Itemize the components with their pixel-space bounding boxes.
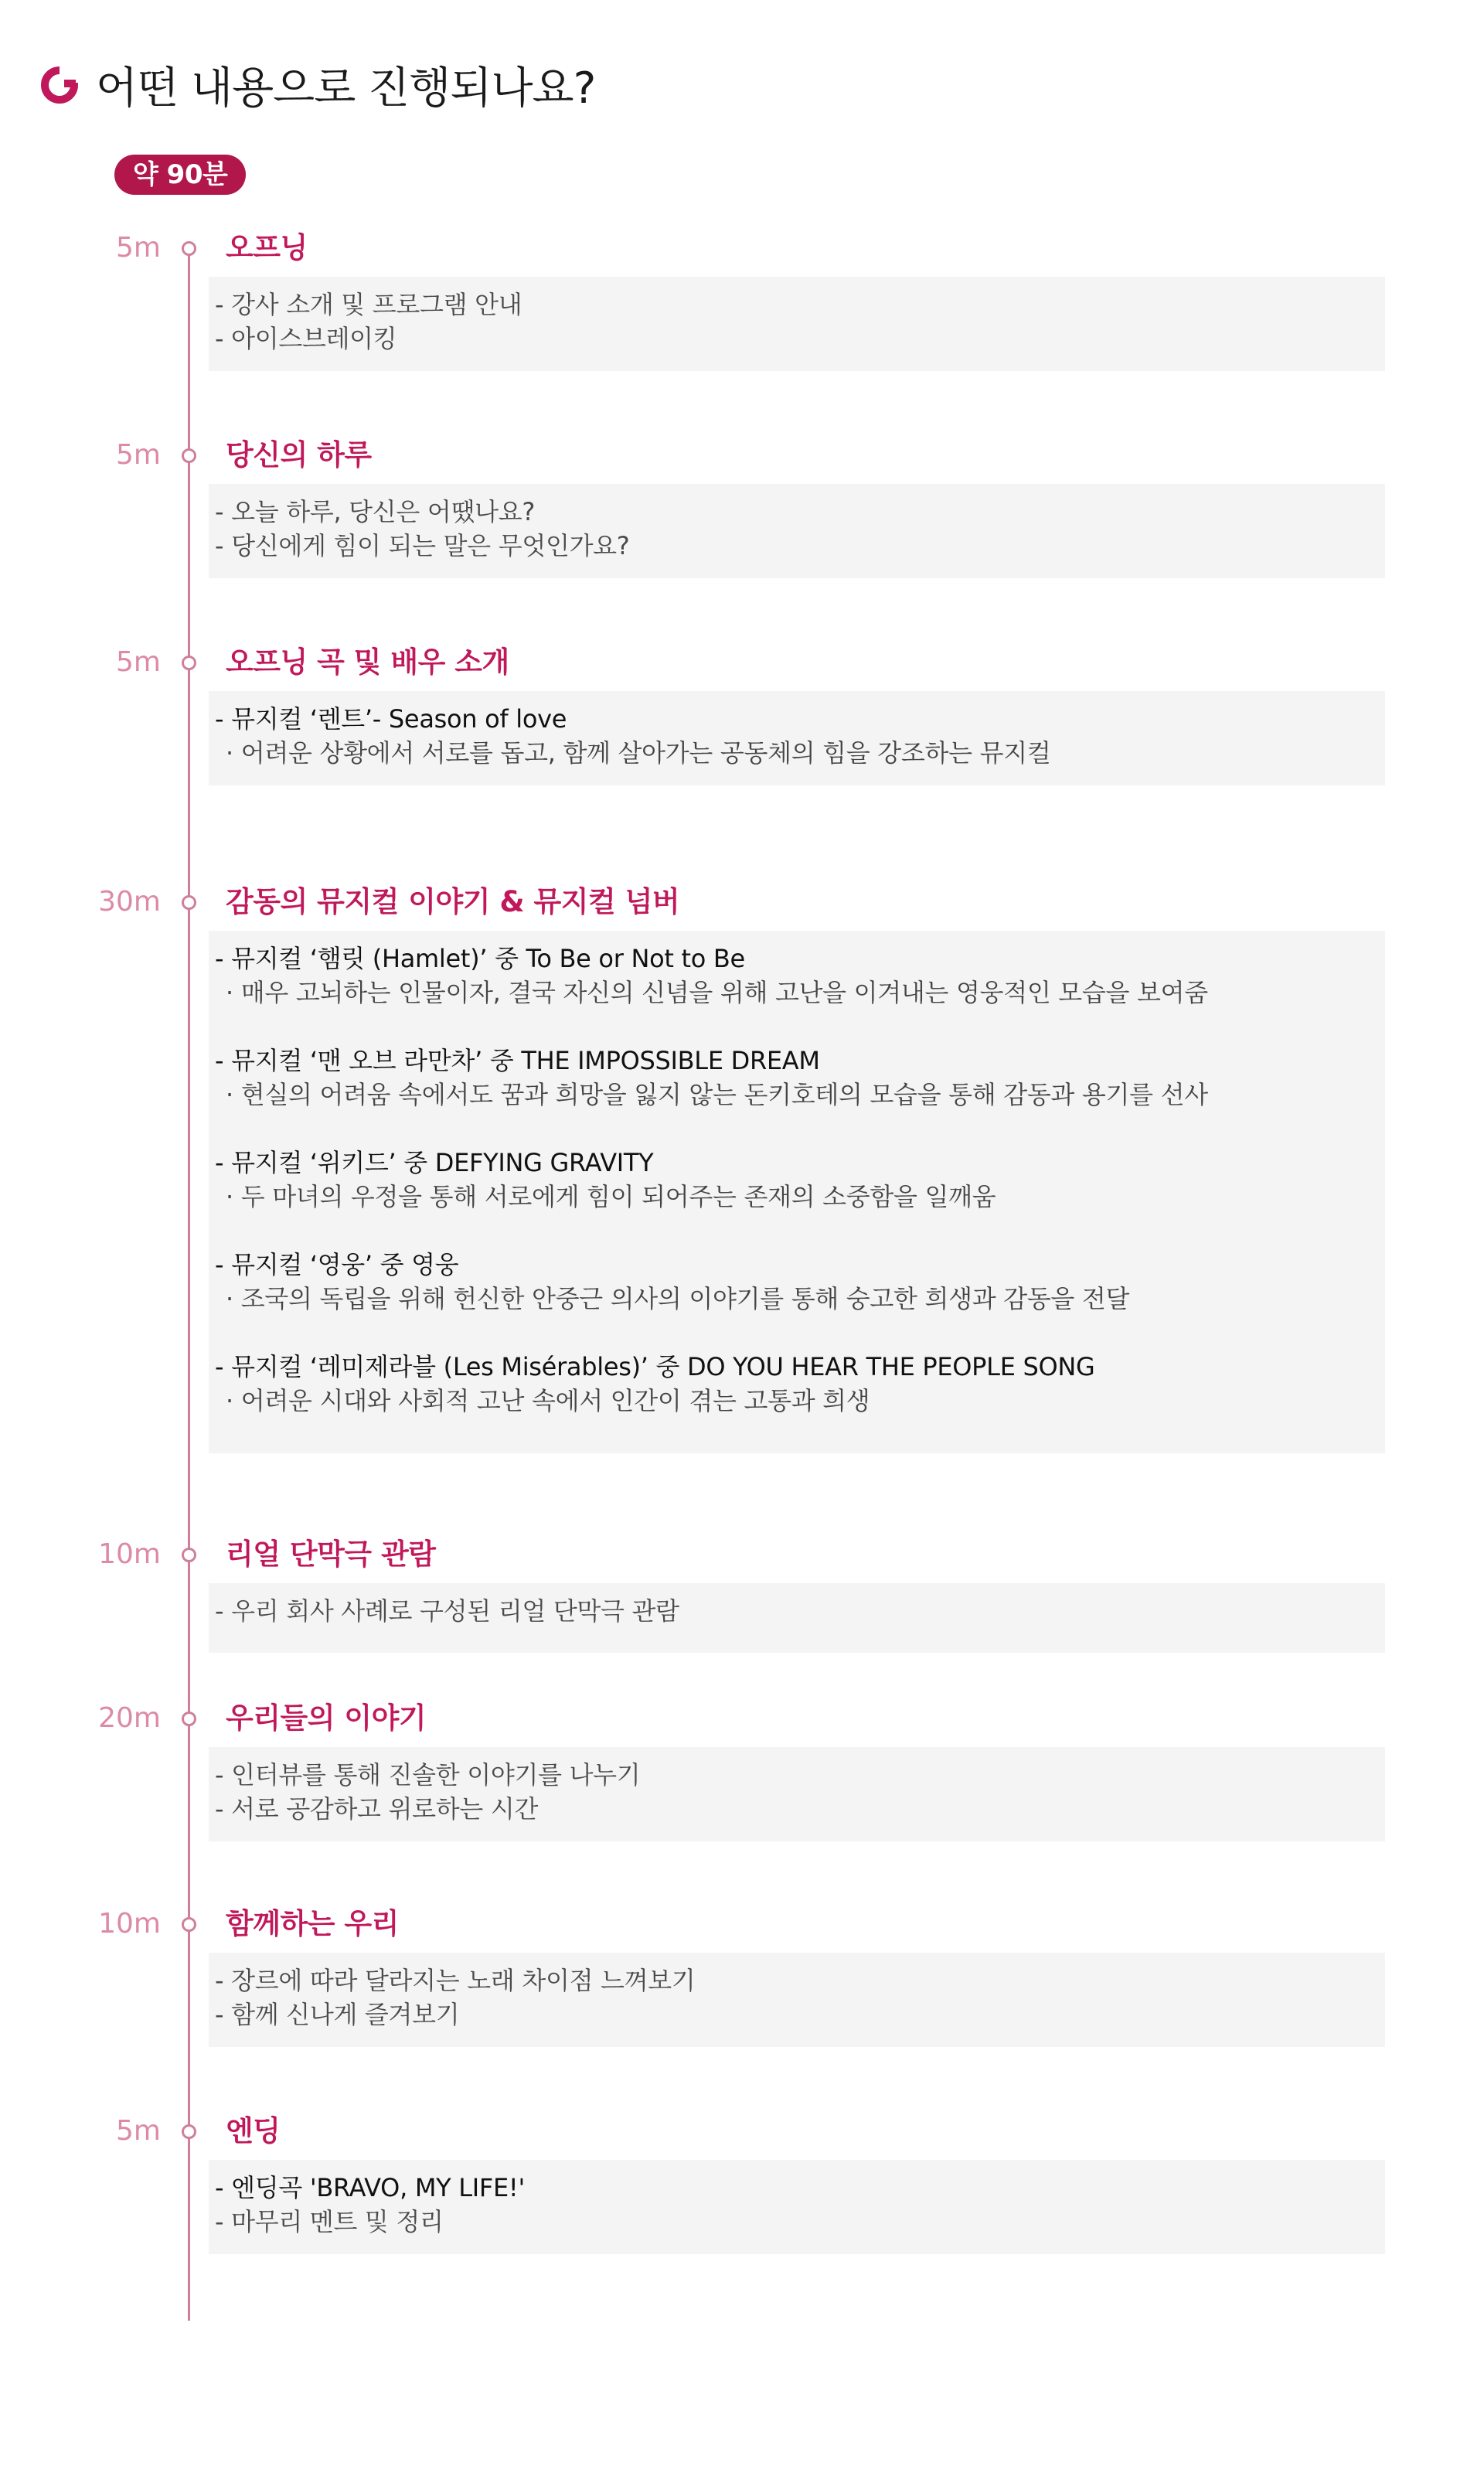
content-line: - 장르에 따라 달라지는 노래 차이점 느껴보기	[215, 1966, 696, 1995]
song-title: - 뮤지컬 ‘렌트’- Season of love	[215, 704, 567, 734]
section-time: 5m	[116, 439, 161, 471]
red-ring-logo-icon	[40, 66, 79, 104]
section-content-box	[209, 691, 1385, 785]
song-title: - 뮤지컬 ‘영웅’ 중 영웅	[215, 1250, 459, 1279]
song-title: - 뮤지컬 ‘햄릿 (Hamlet)’ 중 To Be or Not to Be	[215, 944, 745, 973]
timeline-dot	[182, 895, 196, 910]
content-line: - 함께 신나게 즐겨보기	[215, 2000, 460, 2029]
timeline-dot	[182, 656, 196, 670]
content-line: - 오늘 하루, 당신은 어땠나요?	[215, 497, 536, 526]
song-title: - 뮤지컬 ‘맨 오브 라만차’ 중 THE IMPOSSIBLE DREAM	[215, 1046, 820, 1075]
content-line: - 엔딩곡 'BRAVO, MY LIFE!'	[215, 2173, 525, 2202]
section-content-box	[209, 277, 1385, 371]
timeline-line	[188, 249, 190, 2321]
song-description: · 두 마녀의 우정을 통해 서로에게 힘이 되어주는 존재의 소중함을 일깨움	[226, 1182, 996, 1211]
section-time: 5m	[116, 2115, 161, 2147]
content-line: - 서로 공감하고 위로하는 시간	[215, 1794, 539, 1824]
song-item	[215, 942, 1379, 1010]
song-description: · 어려운 상황에서 서로를 돕고, 함께 살아가는 공동체의 힘을 강조하는 뮤지컬	[226, 738, 1051, 768]
timeline-dot	[182, 2124, 196, 2139]
song-item	[215, 1350, 1379, 1418]
song-title: - 뮤지컬 ‘레미제라블 (Les Misérables)’ 중 DO YOU HEAR THE PEOPLE SONG	[215, 1352, 1095, 1381]
section-content-box	[209, 1953, 1385, 2047]
section-title: 감동의 뮤지컬 이야기 & 뮤지컬 넘버	[226, 885, 680, 918]
section-time: 10m	[98, 1538, 161, 1570]
section-time: 5m	[116, 646, 161, 678]
song-title: - 뮤지컬 ‘위키드’ 중 DEFYING GRAVITY	[215, 1148, 654, 1177]
content-line: - 강사 소개 및 프로그램 안내	[215, 290, 522, 319]
song-item	[215, 1146, 1379, 1214]
content-line: - 당신에게 힘이 되는 말은 무엇인가요?	[215, 531, 630, 560]
song-description: · 조국의 독립을 위해 헌신한 안중근 의사의 이야기를 통해 숭고한 희생과 감동을 전달	[226, 1284, 1130, 1313]
page-header	[40, 54, 595, 116]
section-title: 오프닝	[226, 231, 308, 264]
section-time: 20m	[98, 1702, 161, 1734]
section-content-box	[209, 931, 1385, 1453]
section-content-box	[209, 1747, 1385, 1841]
section-title: 오프닝 곡 및 배우 소개	[226, 645, 509, 679]
section-time: 30m	[98, 886, 161, 918]
timeline-dot	[182, 448, 196, 463]
song-description: · 어려운 시대와 사회적 고난 속에서 인간이 겪는 고통과 희생	[226, 1386, 870, 1415]
timeline-dot	[182, 1712, 196, 1726]
timeline-dot	[182, 1548, 196, 1562]
duration-badge: 약 90분	[114, 155, 246, 195]
section-title: 당신의 하루	[226, 438, 372, 472]
section-title: 엔딩	[226, 2114, 281, 2148]
section-time: 5m	[116, 232, 161, 264]
timeline-dot	[182, 241, 196, 256]
song-item	[215, 1044, 1379, 1112]
content-line: - 인터뷰를 통해 진솔한 이야기를 나누기	[215, 1760, 641, 1790]
section-title: 리얼 단막극 관람	[226, 1538, 436, 1571]
section-content-box	[209, 1583, 1385, 1653]
content-line: - 마무리 멘트 및 정리	[215, 2207, 444, 2236]
timeline-dot	[182, 1917, 196, 1932]
content-line: - 우리 회사 사례로 구성된 리얼 단막극 관람	[215, 1596, 679, 1626]
song-description: · 현실의 어려움 속에서도 꿈과 희망을 잃지 않는 돈키호테의 모습을 통해 감동과 용기를 선사	[226, 1080, 1208, 1109]
section-title: 함께하는 우리	[226, 1907, 399, 1940]
song-item	[215, 1248, 1379, 1316]
page-title: 어떤 내용으로 진행되나요?	[96, 63, 596, 114]
content-line: - 아이스브레이킹	[215, 324, 397, 353]
section-content-box	[209, 484, 1385, 578]
section-time: 10m	[98, 1908, 161, 1940]
song-description: · 매우 고뇌하는 인물이자, 결국 자신의 신념을 위해 고난을 이겨내는 영웅적인 모습을 보여줌	[226, 978, 1208, 1007]
section-title: 우리들의 이야기	[226, 1701, 427, 1735]
section-content-box	[209, 2160, 1385, 2254]
